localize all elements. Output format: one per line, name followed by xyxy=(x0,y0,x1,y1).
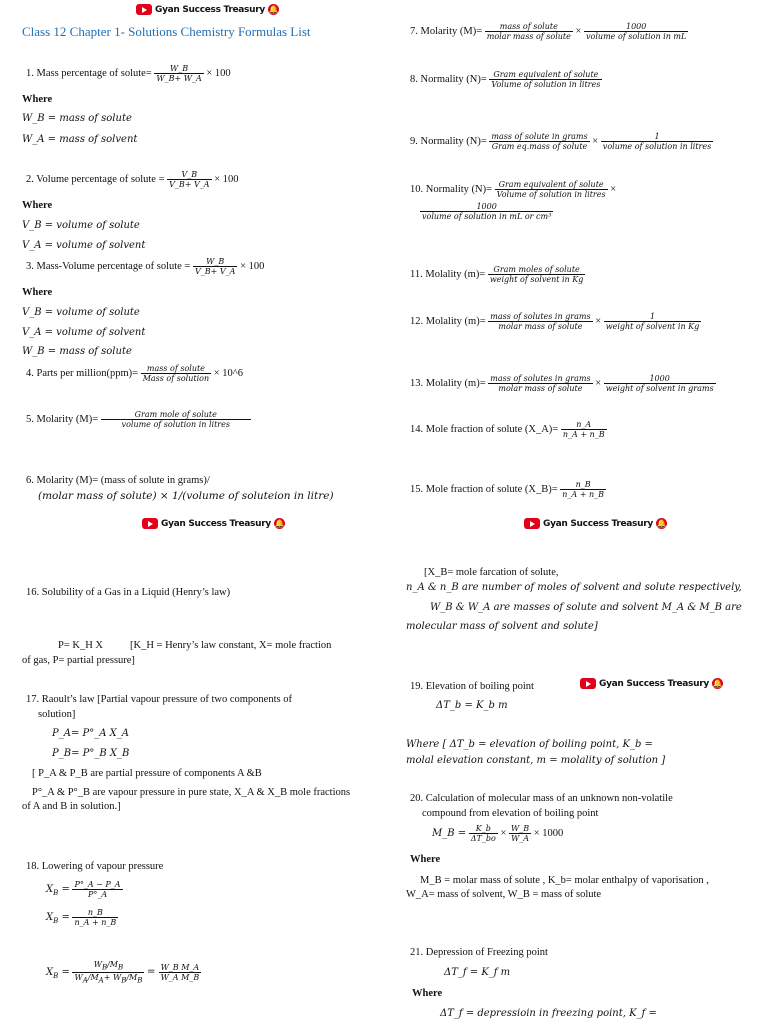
fraction: $\frac{W_B/M_B}{W_A/M_A+ W_B/M_B}$ xyxy=(74,960,143,985)
bell-icon: 🔔 xyxy=(268,5,279,14)
boiling-where-2: molal elevation constant, m = molality of solution ] xyxy=(406,755,666,766)
henry-note-1: [K_H = Henry’s law constant, X= mole fraction xyxy=(130,640,332,651)
formula-17-cont: solution] xyxy=(38,709,76,720)
formula-3: 3. Mass-Volume percentage of solute = $\frac{W\_B}{V\_B+ V\_A}$ × 100 xyxy=(26,257,265,276)
fraction: $\frac{\text{mass of solute}}{\text{Mass of solution}}$ xyxy=(142,364,210,383)
brand-name: Gyan Success Treasury xyxy=(599,678,709,689)
formula-8: 8. Normality (N)= $\frac{\text{Gram equivalent of solute}}{\text{Volume of solution in litres}}$ xyxy=(410,70,601,89)
freezing-where: ΔT_f = depressioin in freezing point, K_f = xyxy=(440,1008,657,1019)
definition: W_B = mass of solute xyxy=(22,113,132,124)
bell-icon: 🔔 xyxy=(274,519,285,528)
brand-logo-middle-left xyxy=(142,518,285,529)
definition: V_B = volume of solute xyxy=(22,307,140,318)
fraction: $\frac{\text{Gram equivalent of solute}}{\text{Volume of solution in litres}}$ xyxy=(496,180,606,199)
fraction: $\frac{n\_A}{n\_A + n\_B}$ xyxy=(562,420,605,439)
brand-logo-top xyxy=(136,4,279,15)
fraction: $\frac{1000}{\text{weight of solvent in grams}}$ xyxy=(605,374,714,393)
definition: V_B = volume of solute xyxy=(22,220,140,231)
freezing-eq: ΔT_f = K_f m xyxy=(444,967,511,978)
mm-where-1: M_B = molar mass of solute , K_b= molar enthalpy of vaporisation , xyxy=(420,875,709,886)
formula-15: 15. Mole fraction of solute (X_B)= $\frac{n\_B}{n\_A + n\_B}$ xyxy=(410,480,605,499)
bell-icon: 🔔 xyxy=(656,519,667,528)
formula-9: 9. Normality (N)= $\frac{\text{mass of solute in grams}}{\text{Gram eq.mass of solute}}$ × $\frac{1}{\text{volume of solution in litres}}$ xyxy=(410,132,712,151)
raoult-note-1: [ P_A & P_B are partial pressure of components A &B xyxy=(32,768,262,779)
youtube-icon xyxy=(142,518,158,529)
formula-12: 12. Molality (m)= $\frac{\text{mass of solutes in grams}}{\text{molar mass of solute}}$ × $\frac{1}{\text{weight of solvent in Kg}}$ xyxy=(410,312,700,331)
molecular-mass-eq: M_B = $\frac{K\_b}{\Delta T\_bo}$ × $\frac{W\_B}{W\_A}$ × 1000 xyxy=(432,824,564,843)
raoult-note-2: P°_A & P°_B are vapour pressure in pure state, X_A & X_B mole fractions xyxy=(32,787,351,798)
formula-20: 20. Calculation of molecular mass of an unknown non-volatile xyxy=(410,793,673,804)
brand-logo-middle-right xyxy=(524,518,667,529)
formula-5: 5. Molarity (M)= $\frac{\text{Gram mole of solute}}{\text{volume of solution in litres}}$ xyxy=(26,410,251,429)
fraction: $\frac{\text{mass of solute in grams}}{\text{Gram eq.mass of solute}}$ xyxy=(491,132,588,151)
youtube-icon xyxy=(524,518,540,529)
fraction: $\frac{\text{mass of solute}}{\text{molar mass of solute}}$ xyxy=(486,22,571,41)
boiling-eq: ΔT_b = K_b m xyxy=(436,700,508,711)
fraction: $\frac{\text{W\_B M\_A}}{\text{W\_A M\_B}}$ xyxy=(160,962,200,982)
lowering-eq-3: $X_B$ = $\frac{W_B/M_B}{W_A/M_A+ W_B/M_B}$ = $\frac{\text{W\_B M\_A}}{\text{W\_A M\_B}}$ xyxy=(46,960,200,985)
formula-7: 7. Molarity (M)= $\frac{\text{mass of solute}}{\text{molar mass of solute}}$ × $\frac{1000}{\text{volume of solution in mL}}$ xyxy=(410,22,687,41)
formula-1: 1. Mass percentage of solute= $\frac{W\_B}{W\_B+ W\_A}$ × 100 xyxy=(26,64,231,83)
fraction: $\frac{\text{mass of solutes in grams}}{\text{molar mass of solute}}$ xyxy=(490,312,591,331)
fraction: $\frac{\text{Gram equivalent of solute}}{\text{Volume of solution in litres}}$ xyxy=(491,70,601,89)
definition: W_A = mass of solvent xyxy=(22,134,138,145)
fraction: $\frac{\text{Gram mole of solute}}{\text{volume of solution in litres}}$ xyxy=(101,410,251,429)
fraction: $\frac{K\_b}{\Delta T\_bo}$ xyxy=(470,824,496,843)
fraction: $\frac{\text{Gram moles of solute}}{\text{weight of solvent in Kg}}$ xyxy=(489,265,584,284)
boiling-where-1: Where [ ΔT_b = elevation of boiling point, K_b = xyxy=(406,739,653,750)
where-label: Where xyxy=(22,287,53,298)
formula-10-cont xyxy=(420,202,553,221)
fraction: $\frac{1000}{\text{volume of solution in mL or cm³}}$ xyxy=(422,202,552,221)
mole-note-4: molecular mass of solvent and solute] xyxy=(406,621,598,632)
fraction: $\frac{P^\circ\_A - P\_A}{P^\circ\_A}$ xyxy=(74,880,121,899)
fraction: $\frac{1}{\text{volume of solution in litres}}$ xyxy=(602,132,712,151)
fraction: $\frac{\text{mass of solutes in grams}}{\text{molar mass of solute}}$ xyxy=(490,374,591,393)
fraction: $\frac{n\_B}{n\_A + n\_B}$ xyxy=(562,480,605,499)
brand-name: Gyan Success Treasury xyxy=(543,518,653,529)
where-label: Where xyxy=(22,200,53,211)
where-label: Where xyxy=(22,94,53,105)
youtube-icon xyxy=(580,678,596,689)
mole-note-2: n_A & n_B are number of moles of solvent and solute respectively, xyxy=(406,582,742,593)
where-label: Where xyxy=(410,854,441,865)
fraction: $\frac{W\_B}{V\_B+ V\_A}$ xyxy=(194,257,236,276)
mm-where-2: W_A= mass of solvent, W_B = mass of solute xyxy=(406,889,602,900)
fraction: $\frac{1}{\text{weight of solvent in Kg}}$ xyxy=(605,312,700,331)
fraction: $\frac{V\_B}{V\_B+ V\_A}$ xyxy=(169,170,210,189)
definition: V_A = volume of solvent xyxy=(22,327,146,338)
formula-13: 13. Molality (m)= $\frac{\text{mass of solutes in grams}}{\text{molar mass of solute}}$ × $\frac{1000}{\text{weight of solvent in grams}}$ xyxy=(410,374,714,393)
formula-10: 10. Normality (N)= $\frac{\text{Gram equivalent of solute}}{\text{Volume of solution in litres}}$ × xyxy=(410,180,617,199)
formula-17: 17. Raoult’s law [Partial vapour pressure of two components of xyxy=(26,694,292,705)
fraction: $\frac{W\_B}{W\_A}$ xyxy=(511,824,530,843)
formula-20-cont: compound from elevation of boiling point xyxy=(422,808,599,819)
fraction: $\frac{n\_B}{n\_A + n\_B}$ xyxy=(74,908,117,927)
formula-6-line-1: 6. Molarity (M)= (mass of solute in grams)/ xyxy=(26,475,210,486)
raoult-eq-b: P_B= P°_B X_B xyxy=(52,748,130,759)
fraction: $\frac{1000}{\text{volume of solution in mL}}$ xyxy=(586,22,687,41)
youtube-icon xyxy=(136,4,152,15)
definition: V_A = volume of solvent xyxy=(22,240,146,251)
bell-icon: 🔔 xyxy=(712,679,723,688)
formula-14: 14. Mole fraction of solute (X_A)= $\frac{n\_A}{n\_A + n\_B}$ xyxy=(410,420,605,439)
formula-19: 19. Elevation of boiling point xyxy=(410,681,534,692)
where-label: Where xyxy=(412,988,443,999)
brand-name: Gyan Success Treasury xyxy=(161,518,271,529)
raoult-note-3: of A and B in solution.] xyxy=(22,801,121,812)
henry-eq: P= K_H X xyxy=(58,640,104,651)
lowering-eq-1: $X_B$ = $\frac{P^\circ\_A - P\_A}{P^\circ\_A}$ xyxy=(46,880,121,899)
formula-2: 2. Volume percentage of solute = $\frac{V\_B}{V\_B+ V\_A}$ × 100 xyxy=(26,170,239,189)
raoult-eq-a: P_A= P°_A X_A xyxy=(52,728,129,739)
formula-11: 11. Molality (m)= $\frac{\text{Gram moles of solute}}{\text{weight of solvent in Kg}}$ xyxy=(410,265,584,284)
henry-note-2: of gas, P= partial pressure] xyxy=(22,655,135,666)
fraction: $\frac{W\_B}{W\_B+ W\_A}$ xyxy=(156,64,202,83)
brand-logo-right xyxy=(580,678,723,689)
formula-21: 21. Depression of Freezing point xyxy=(410,947,548,958)
formula-6-line-2: (molar mass of solute) × 1/(volume of soluteion in litre) xyxy=(38,490,334,502)
formula-18: 18. Lowering of vapour pressure xyxy=(26,861,164,872)
brand-name: Gyan Success Treasury xyxy=(155,4,265,15)
page-title: Class 12 Chapter 1- Solutions Chemistry Formulas List xyxy=(22,24,311,39)
lowering-eq-2: $X_B$ = $\frac{n\_B}{n\_A + n\_B}$ xyxy=(46,908,117,927)
mole-note-3: W_B & W_A are masses of solute and solvent M_A & M_B are xyxy=(430,602,742,613)
formula-label: 1. Mass percentage of solute= xyxy=(26,67,152,79)
formula-4: 4. Parts per million(ppm)= $\frac{\text{mass of solute}}{\text{Mass of solution}}$ × 10^6 xyxy=(26,364,243,383)
formula-16: 16. Solubility of a Gas in a Liquid (Henry’s law) xyxy=(26,587,231,598)
definition: W_B = mass of solute xyxy=(22,346,132,357)
mole-note-1: [X_B= mole farcation of solute, xyxy=(424,567,559,578)
